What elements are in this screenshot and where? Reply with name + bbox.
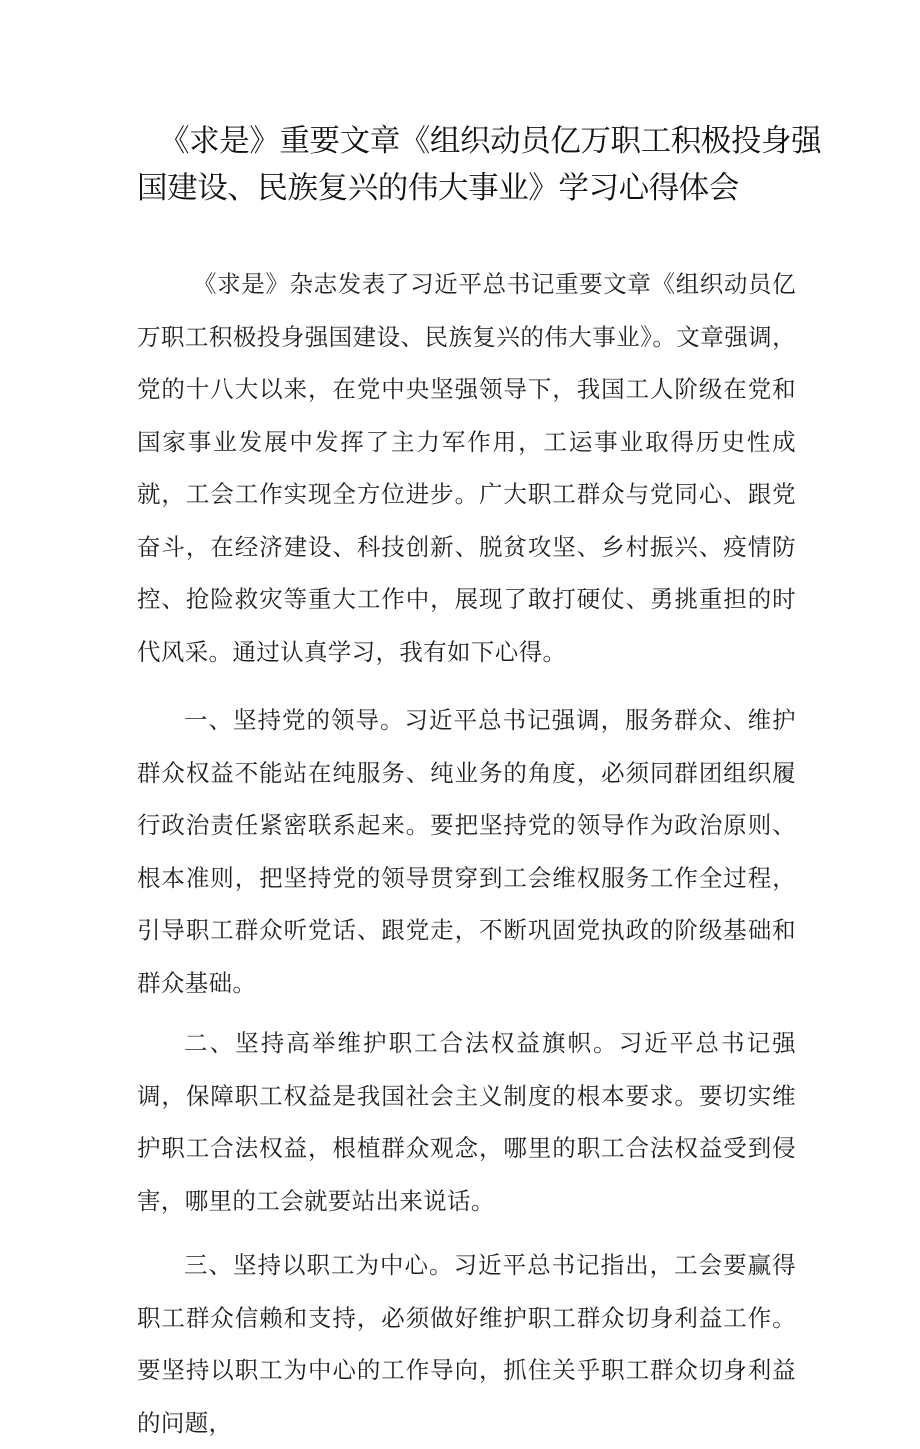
section-3-paragraph: 三、坚持以职工为中心。习近平总书记指出，工会要赢得职工群众信赖和支持，必须做好维护职工群众切身利益工作。要坚持以职工为中心的工作导向，抓住关乎职工群众切身利益的问题， bbox=[137, 1251, 796, 1437]
title-line-1: 《求是》重要文章《组织动员亿万职工积极投身强 bbox=[159, 124, 822, 159]
title-line-2: 国建设、民族复兴的伟大事业》学习心得体会 bbox=[137, 171, 739, 206]
section-2-paragraph: 二、坚持高举维护职工合法权益旗帜。习近平总书记强调，保障职工权益是我国社会主义制度的根本要求。要切实维护职工合法权益，根植群众观念，哪里的职工合法权益受到侵害，哪里的工会就要站出来说话。 bbox=[137, 1029, 796, 1215]
document-title bbox=[137, 118, 822, 212]
intro-paragraph: 《求是》杂志发表了习近平总书记重要文章《组织动员亿万职工积极投身强国建设、民族复兴的伟大事业》。文章强调，党的十八大以来，在党中央坚强领导下，我国工人阶级在党和国家事业发展中发挥了主力军作用，工运事业取得历史性成就，工会工作实现全方位进步。广大职工群众与党同心、跟党奋斗，在经济建设、科技创新、脱贫攻坚、乡村振兴、疫情防控、抢险救灾等重大工作中，展现了敢打硬仗、勇挑重担的时代风采。通过认真学习，我有如下心得。 bbox=[137, 270, 796, 666]
section-1-paragraph: 一、坚持党的领导。习近平总书记强调，服务群众、维护群众权益不能站在纯服务、纯业务的角度，必须同群团组织履行政治责任紧密联系起来。要把坚持党的领导作为政治原则、根本准则，把坚持党的领导贯穿到工会维权服务工作全过程，引导职工群众听党话、跟党走，不断巩固党执政的阶级基础和群众基础。 bbox=[137, 706, 796, 997]
